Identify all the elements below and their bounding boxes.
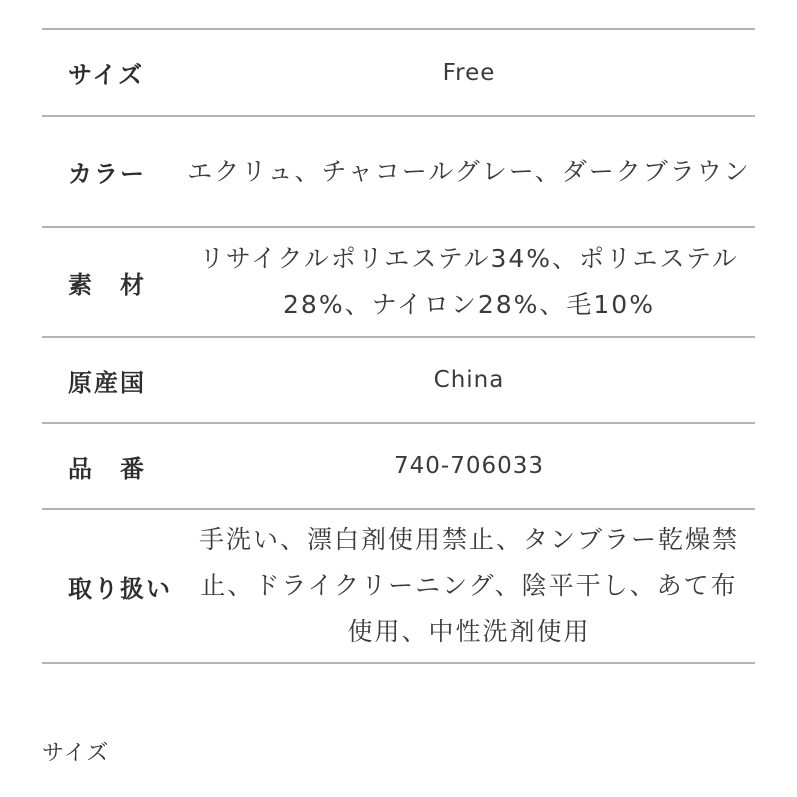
spec-row-material xyxy=(42,228,755,338)
spec-value-product-number: 740-706033 xyxy=(394,453,544,479)
spec-row-origin xyxy=(42,338,755,424)
spec-label-size: サイズ xyxy=(68,61,145,89)
size-section-heading: サイズ xyxy=(42,741,110,766)
spec-value-care: 手洗い、漂白剤使用禁止、タンブラー乾燥禁止、ドライクリーニング、陰平干し、あて布使用、中性洗剤使用 xyxy=(198,525,739,646)
spec-row-care xyxy=(42,510,755,664)
spec-value-size: Free xyxy=(442,59,496,86)
spec-row-product-number xyxy=(42,424,755,510)
spec-value-material: リサイクルポリエステル34%、ポリエステル28%、ナイロン28%、毛10% xyxy=(199,244,739,319)
spec-value-color: エクリュ、チャコールグレー、ダークブラウン xyxy=(187,156,751,186)
spec-label-care: 取り扱い xyxy=(68,574,172,603)
spec-label-product-number: 品 番 xyxy=(68,454,146,483)
spec-value-origin: China xyxy=(433,367,505,393)
spec-label-material: 素 材 xyxy=(68,270,146,299)
spec-row-size xyxy=(42,30,755,117)
spec-table xyxy=(42,28,755,664)
spec-label-color: カラー xyxy=(68,160,146,188)
spec-label-origin: 原産国 xyxy=(68,368,146,397)
spec-row-color xyxy=(42,117,755,228)
